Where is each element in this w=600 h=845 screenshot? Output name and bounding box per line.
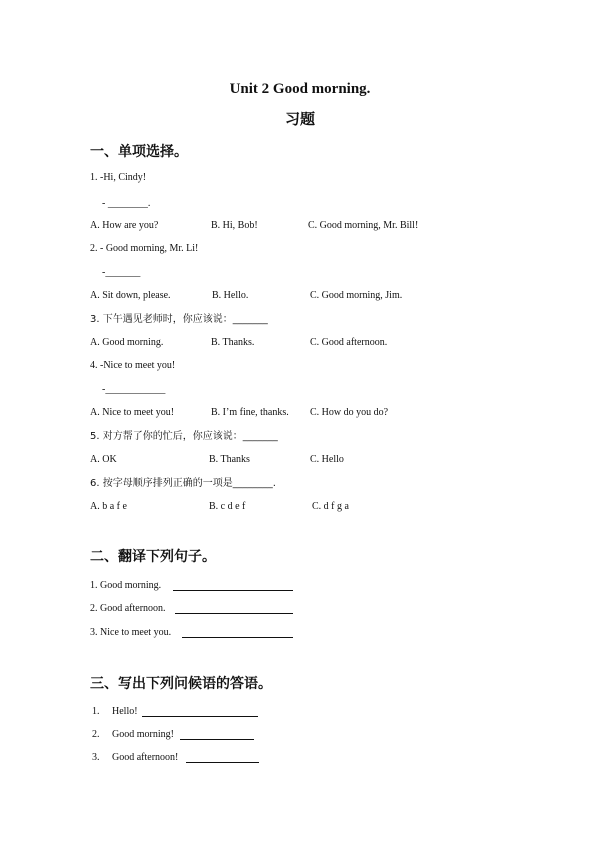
translate-answer-blank-3[interactable] (182, 637, 293, 638)
question-4-option-a: A. Nice to meet you! (90, 407, 175, 418)
reply-item-2-number: 2. (92, 729, 100, 740)
translate-answer-blank-1[interactable] (173, 590, 293, 591)
question-4-option-b: B. I’m fine, thanks. (211, 407, 289, 418)
question-5-option-b: B. Thanks (209, 454, 250, 465)
question-4-answer-line: -____________ (102, 384, 166, 395)
section-3-heading: 三、写出下列问候语的答语。 (90, 676, 272, 692)
question-2-option-c: C. Good morning, Jim. (310, 290, 403, 301)
reply-item-3-text: Good afternoon! (112, 752, 179, 763)
reply-answer-blank-2[interactable] (180, 739, 254, 740)
section-2-heading: 二、翻译下列句子。 (90, 549, 216, 565)
question-2-stem: 2. - Good morning, Mr. Li! (90, 243, 199, 254)
question-2-answer-line: -_______ (102, 267, 141, 278)
question-3-stem: 3. 下午遇见老师时，你应该说：_______ (90, 314, 268, 325)
reply-item-1-number: 1. (92, 706, 100, 717)
reply-answer-blank-1[interactable] (142, 716, 258, 717)
section-1-heading: 一、单项选择。 (90, 144, 188, 160)
reply-item-2-text: Good morning! (112, 729, 174, 740)
page-subtitle: 习题 (284, 110, 315, 128)
question-4-stem: 4. -Nice to meet you! (90, 360, 176, 371)
question-6-option-c: C. d f g a (312, 501, 349, 512)
question-1-option-b: B. Hi, Bob! (211, 220, 258, 231)
question-3-option-c: C. Good afternoon. (310, 337, 388, 348)
question-4-option-c: C. How do you do? (310, 407, 389, 418)
question-1-option-a: A. How are you? (90, 220, 159, 231)
translate-item-1: 1. Good morning. (90, 580, 162, 591)
page-title: Unit 2 Good morning. (229, 81, 371, 97)
question-6-option-b: B. c d e f (209, 501, 246, 512)
reply-item-3-number: 3. (92, 752, 100, 763)
question-1-option-c: C. Good morning, Mr. Bill! (308, 220, 419, 231)
reply-answer-blank-3[interactable] (186, 762, 259, 763)
question-2-option-a: A. Sit down, please. (90, 290, 171, 301)
question-2-option-b: B. Hello. (212, 290, 249, 301)
translate-item-3: 3. Nice to meet you. (90, 627, 172, 638)
reply-item-1-text: Hello! (112, 706, 138, 717)
question-5-option-a: A. OK (90, 454, 117, 465)
question-6-option-a: A. b a f e (90, 501, 127, 512)
question-5-option-c: C. Hello (310, 454, 344, 465)
question-5-stem: 5. 对方帮了你的忙后，你应该说：_______ (90, 431, 278, 442)
question-3-option-a: A. Good morning. (90, 337, 164, 348)
question-6-stem: 6. 按字母顺序排列正确的一项是________. (90, 478, 276, 489)
question-3-option-b: B. Thanks. (211, 337, 255, 348)
translate-item-2: 2. Good afternoon. (90, 603, 166, 614)
translate-answer-blank-2[interactable] (175, 613, 293, 614)
question-1-answer-line: - ________. (102, 198, 151, 209)
question-1-stem: 1. -Hi, Cindy! (90, 172, 147, 183)
